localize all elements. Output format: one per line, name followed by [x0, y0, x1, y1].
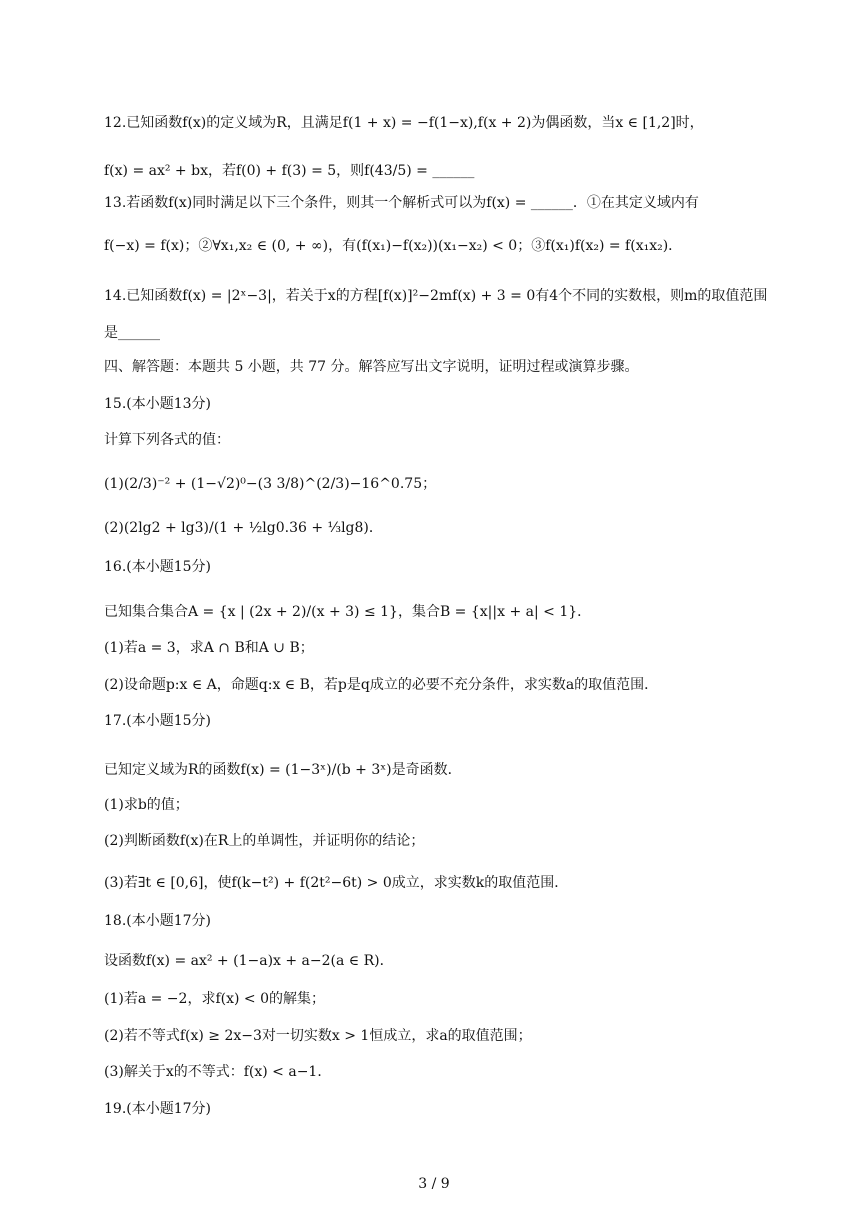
problem-12-line-1: 12.已知函数f(x)的定义域为R，且满足f(1 + x) = −f(1−x),f(x + 2)为偶函数，当x ∈ [1,2]时，	[104, 115, 704, 131]
problem-17-part-3: (3)若∃t ∈ [0,6]，使f(k−t²) + f(2t²−6t) > 0成立，求实数k的取值范围．	[104, 875, 569, 891]
problem-16-statement: 已知集合集合A = {x | (2x + 2)/(x + 3) ≤ 1}，集合B = {x||x + a| < 1}．	[104, 604, 592, 620]
problem-18-statement: 设函数f(x) = ax² + (1−a)x + a−2(a ∈ R)．	[104, 953, 394, 969]
problem-15-part-2: (2)(2lg2 + lg3)/(1 + ½lg0.36 + ⅓lg8)．	[104, 520, 383, 536]
section-4-heading: 四、解答题：本题共 5 小题，共 77 分。解答应写出文字说明，证明过程或演算步骤。	[104, 359, 639, 375]
problem-16-title: 16.(本小题15分)	[104, 559, 212, 575]
problem-19-title: 19.(本小题17分)	[104, 1101, 212, 1117]
problem-15-part-1: (1)(2/3)⁻² + (1−√2)⁰−(3 3/8)^(2/3)−16^0.75；	[104, 476, 437, 492]
page-number: 3 / 9	[418, 1176, 450, 1192]
problem-17-part-2: (2)判断函数f(x)在R上的单调性，并证明你的结论；	[104, 833, 425, 849]
problem-15-instruction: 计算下列各式的值：	[104, 432, 230, 448]
problem-14-line-1: 14.已知函数f(x) = |2ˣ−3|，若关于x的方程[f(x)]²−2mf(x) + 3 = 0有4个不同的实数根，则m的取值范围	[104, 288, 768, 304]
problem-13-line-1: 13.若函数f(x)同时满足以下三个条件，则其一个解析式可以为f(x) = ______．①在其定义域内有	[104, 195, 699, 211]
problem-18-title: 18.(本小题17分)	[104, 913, 212, 929]
problem-18-part-2: (2)若不等式f(x) ≥ 2x−3对一切实数x > 1恒成立，求a的取值范围；	[104, 1028, 532, 1044]
problem-17-statement: 已知定义域为R的函数f(x) = (1−3ˣ)/(b + 3ˣ)是奇函数．	[104, 762, 462, 778]
problem-16-part-2: (2)设命题p:x ∈ A，命题q:x ∈ B，若p是q成立的必要不充分条件，求实数a的取值范围．	[104, 677, 659, 693]
problem-16-part-1: (1)若a = 3，求A ∩ B和A ∪ B；	[104, 640, 314, 656]
problem-14-line-2: 是______	[104, 325, 160, 341]
problem-17-title: 17.(本小题15分)	[104, 713, 212, 729]
problem-18-part-3: (3)解关于x的不等式：f(x) < a−1．	[104, 1064, 332, 1080]
problem-18-part-1: (1)若a = −2，求f(x) < 0的解集；	[104, 991, 325, 1007]
problem-15-title: 15.(本小题13分)	[104, 396, 212, 412]
problem-13-line-2: f(−x) = f(x)；②∀x₁,x₂ ∈ (0, + ∞)，有(f(x₁)−f(x₂))(x₁−x₂) < 0；③f(x₁)f(x₂) = f(x₁x₂)．	[104, 238, 683, 254]
problem-17-part-1: (1)求b的值；	[104, 797, 189, 813]
problem-12-line-2: f(x) = ax² + bx，若f(0) + f(3) = 5，则f(43/5) = ______	[104, 163, 475, 179]
